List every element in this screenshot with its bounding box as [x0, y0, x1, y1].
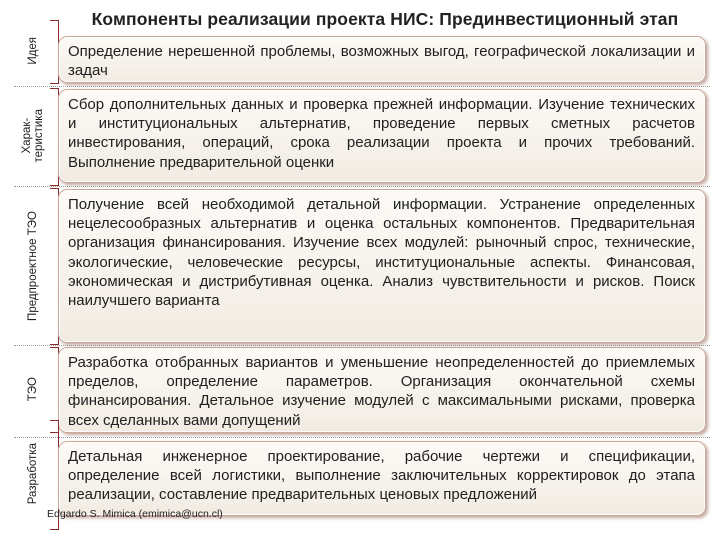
- stage-label-text: Предпроектное ТЭО: [27, 210, 39, 321]
- footer-author: Edgardo S. Mimica (emimica@ucn.cl): [47, 508, 223, 520]
- slide-title: Компоненты реализации проекта НИС: Прединвестиционный этап: [91, 9, 679, 29]
- stage-divider: [14, 186, 710, 187]
- stage-description-idea: [58, 36, 706, 83]
- stage-description-text: Получение всей необходимой детальной информации. Устранение определенных нецелесообразных альтернатив и оценка остальных компонентов. Предварительная организация финансирования. Изучение всех модулей: рыночный спрос, технические, экологические, человеческие ресурсы, институциональные аспекты. Финансовая, экономическая и дистрибутивная оценка. Анализ чувствительности и рисков. Поиск наилучшего варианта: [68, 196, 695, 310]
- stage-description-text: Детальная инженерное проектирование, рабочие чертежи и спецификации, определение всей логистики, выполнение заключительных корректировок до этапа реализации, составление предварительных ценовых предложений: [68, 448, 695, 504]
- stage-label-text: Разработка: [27, 443, 39, 505]
- stage-description-characteristic: [58, 89, 706, 183]
- stage-description-development: [58, 441, 706, 516]
- stage-label-characteristic: [16, 88, 50, 184]
- stage-divider: [14, 345, 710, 346]
- stage-divider: [14, 437, 710, 438]
- stage-label-text: Харак- теристика: [21, 109, 45, 163]
- stage-label-text: Идея: [27, 37, 39, 65]
- stage-label-development: [16, 420, 50, 528]
- stage-description-text: Разработка отобранных вариантов и уменьшение неопределенностей до приемлемых пределов, определение параметров. Организация окончательной схемы финансирования. Детальное изучение модулей с максимальными рисками, проверка всех сделанных вами допущений: [68, 354, 695, 429]
- stage-label-feasibility: [16, 347, 50, 431]
- stage-description-text: Определение нерешенной проблемы, возможных выгод, географической локализации и задач: [68, 43, 695, 80]
- stage-description-text: Сбор дополнительных данных и проверка прежней информации. Изучение технических и институциональных альтернатив, проведение первых сметных расчетов инвестирования, операций, срока реализации проекта и прочих требований. Выполнение предварительной оценки: [68, 96, 695, 171]
- stage-description-feasibility: [58, 347, 706, 433]
- stage-label-prefeasibility: [16, 188, 50, 343]
- stage-description-prefeasibility: [58, 189, 706, 343]
- stage-label-text: ТЭО: [27, 376, 39, 402]
- stage-label-idea: [16, 20, 50, 82]
- stage-divider: [14, 86, 710, 87]
